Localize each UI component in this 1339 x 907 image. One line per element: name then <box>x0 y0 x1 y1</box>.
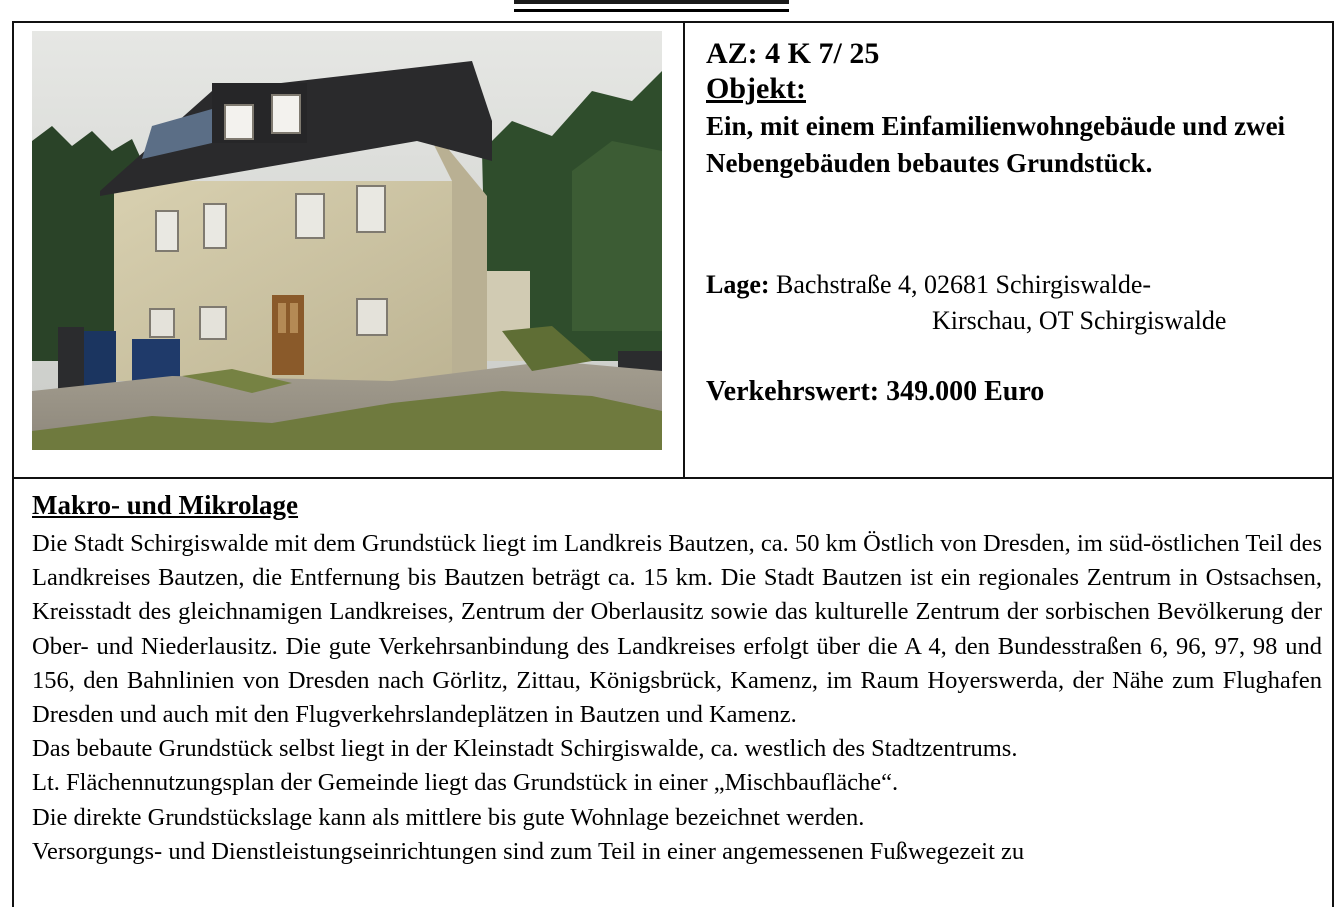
house-photo <box>32 31 662 450</box>
section-body <box>32 527 1322 869</box>
location-label: Lage: <box>706 270 770 299</box>
door <box>272 295 304 375</box>
column-divider <box>683 21 685 479</box>
paragraph-line: Lt. Flächennutzungsplan der Gemeinde liegt das Grundstück in einer „Mischbaufläche“. <box>32 769 899 797</box>
page-title-fragment <box>514 0 789 4</box>
market-value: Verkehrswert: 349.000 Euro <box>706 376 1045 407</box>
location-line-2: Kirschau, OT Schirgiswalde <box>932 306 1227 335</box>
section-title: Makro- und Mikrolage <box>32 490 299 520</box>
location-line-1 <box>706 268 1151 301</box>
paragraph-line: Versorgungs- und Dienstleistungseinrichtungen sind zum Teil in einer angemessenen Fußwegezeit zu <box>32 837 1025 865</box>
paragraph-main: Die Stadt Schirgiswalde mit dem Grundstück liegt im Landkreis Bautzen, ca. 50 km Östlich von Dresden, im süd-östlichen Teil des Landkreises Bautzen, die Entfernung bis Bautzen beträgt ca. 15 km. Die Stadt Bautzen ist ein regionales Zentrum in Ostsachsen, Kreisstadt des gleichnamigen Landkreises, Zentrum der Oberlausitz sowie das kulturelle Zentrum der sorbischen Bevölkerung der Ober- und Niederlausitz. Die gute Verkehrsanbindung des Landkreises erfolgt über die A 4, den Bundesstraßen 6, 96, 97, 98 und 156, den Bahnlinien von Dresden nach Görlitz, Zittau, Königsbrück, Kamenz, im Raum Hoyerswerda, der Nähe zum Flughafen Dresden und auch mit den Flugverkehrslandeplätzen in Bautzen und Kamenz. <box>32 530 1322 729</box>
paragraph-line: Das bebaute Grundstück selbst liegt in der Kleinstadt Schirgiswalde, ca. westlich des Stadtzentrums. <box>32 735 1018 763</box>
case-number: AZ: 4 K 7/ 25 <box>706 37 880 70</box>
location-address: Bachstraße 4, 02681 Schirgiswalde- <box>776 270 1152 299</box>
page-title-underline <box>514 9 789 12</box>
object-details <box>706 36 1316 182</box>
paragraph-line: Die direkte Grundstückslage kann als mittlere bis gute Wohnlage bezeichnet werden. <box>32 803 865 831</box>
page-title-clipped <box>514 0 789 14</box>
object-description: Ein, mit einem Einfamilienwohngebäude und zwei Nebengebäuden bebautes Grundstück. <box>706 111 1286 178</box>
object-label: Objekt: <box>706 72 806 105</box>
